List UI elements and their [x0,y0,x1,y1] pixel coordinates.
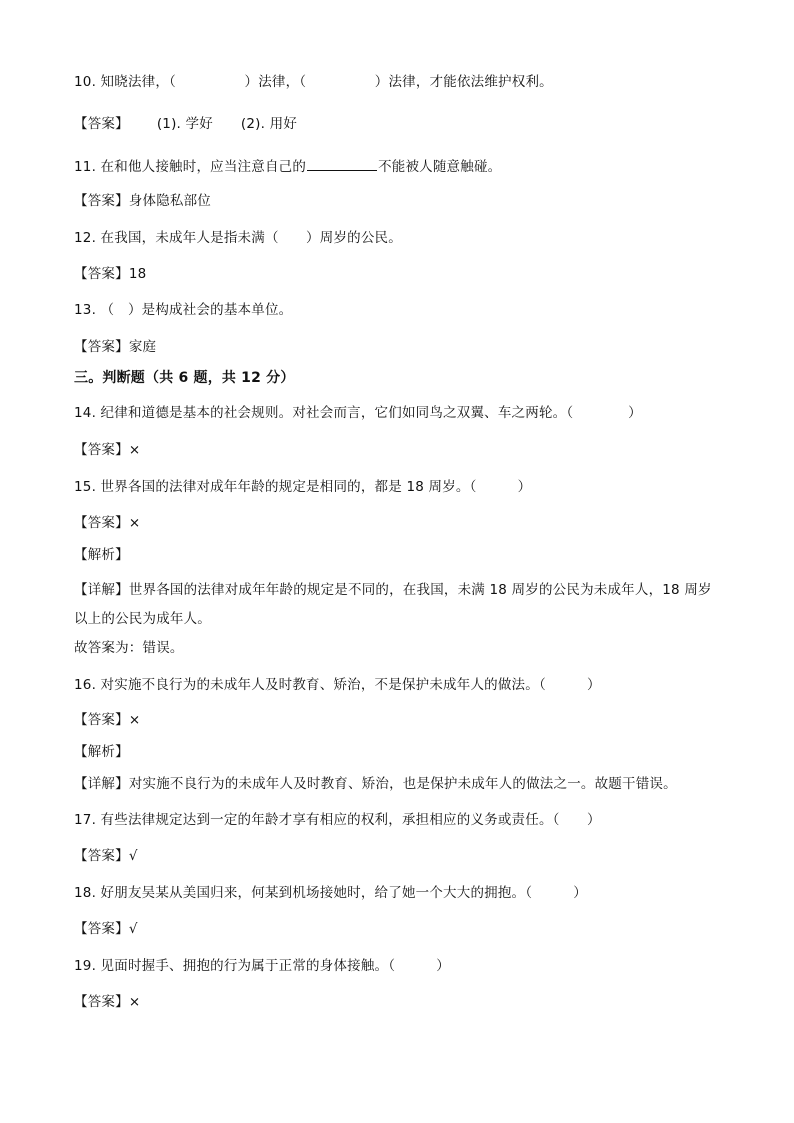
answer-15 [74,513,140,533]
question-16: 16. 对实施不良行为的未成年人及时教育、矫治，不是保护未成年人的做法。（ ） [74,677,601,693]
question-17: 17. 有些法律规定达到一定的年龄才享有相应的权利，承担相应的义务或责任。（ ） [74,812,601,828]
answer-14 [74,440,140,460]
analysis-label: 【解析】 [74,547,129,563]
answer-12 [74,264,146,284]
answer-17 [74,846,138,866]
question-18: 18. 好朋友吴某从美国归来，何某到机场接她时，给了她一个大大的拥抱。（ ） [74,885,588,901]
answer-tag: 【答案】 [74,339,129,355]
question-text: 11. 在和他人接触时，应当注意自己的 [74,159,307,175]
detail-16 [74,774,677,794]
answer-tag: 【答案】 [74,712,129,728]
answer-tag: 【答案】 [74,994,129,1010]
answer-18 [74,919,138,939]
answer-value: × [128,994,141,1010]
question-14: 14. 纪律和道德是基本的社会规则。对社会而言，它们如同鸟之双翼、车之两轮。（ ） [74,405,642,421]
detail-text: 对实施不良行为的未成年人及时教育、矫治，也是保护未成年人的做法之一。故题干错误。 [128,776,677,792]
fill-blank [307,156,377,171]
answer-value: × [128,515,141,531]
detail-15 [74,576,724,634]
answer-value: √ [128,921,138,937]
answer-tag: 【答案】 [74,921,129,937]
answer-value: (2). 用好 [240,116,298,132]
question-15: 15. 世界各国的法律对成年年龄的规定是相同的，都是 18 周岁。（ ） [74,479,532,495]
section-heading: 三。判断题（共 6 题，共 12 分） [74,370,295,386]
answer-tag: 【答案】 [74,193,129,209]
answer-tag: 【答案】 [74,442,129,458]
analysis-label: 【解析】 [74,744,129,760]
answer-tag: 【答案】 [74,116,129,132]
answer-value: × [128,712,141,728]
answer-16 [74,710,140,730]
answer-19 [74,992,140,1012]
answer-tag: 【答案】 [74,515,129,531]
question-12: 12. 在我国，未成年人是指未满（ ）周岁的公民。 [74,230,402,246]
question-13: 13. （ ）是构成社会的基本单位。 [74,302,293,318]
answer-value: 身体隐私部位 [128,193,212,209]
answer-tag: 【答案】 [74,266,129,282]
question-10: 10. 知晓法律，（ ）法律，（ ）法律，才能依法维护权利。 [74,74,553,90]
question-19: 19. 见面时握手、拥抱的行为属于正常的身体接触。（ ） [74,958,451,974]
answer-tag: 【答案】 [74,848,129,864]
detail-tag: 【详解】 [74,582,129,598]
answer-11 [74,191,211,211]
answer-13 [74,337,156,357]
detail-tag: 【详解】 [74,776,129,792]
answer-value: √ [128,848,138,864]
answer-value: (1). 学好 [156,116,213,132]
answer-value: 18 [128,266,147,282]
detail-text: 世界各国的法律对成年年龄的规定是不同的，在我国，未满 18 周岁的公民为未成年人，18 周岁以上的公民为成年人。 [74,582,712,627]
conclusion-15: 故答案为：错误。 [74,640,184,656]
answer-value: × [128,442,141,458]
answer-value: 家庭 [128,339,157,355]
question-text: 不能被人随意触碰。 [378,159,502,175]
answer-10 [74,114,297,134]
question-11 [74,156,501,177]
